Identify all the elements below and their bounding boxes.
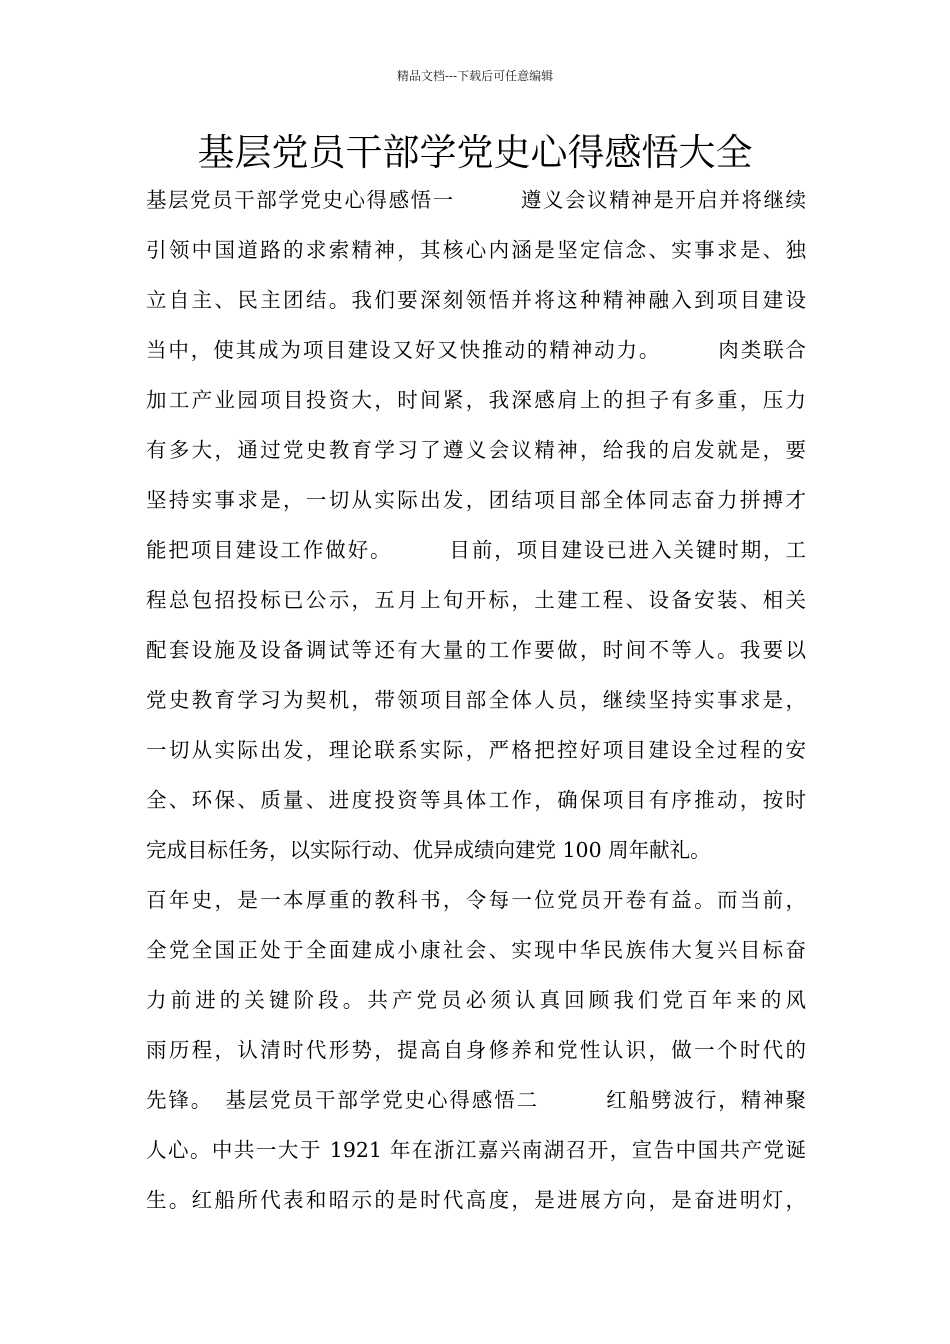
body-line: 能把项目建设工作做好。 目前，项目建设已进入关键时期，工 xyxy=(146,538,806,562)
body-text xyxy=(146,175,806,1225)
body-line: 配套设施及设备调试等还有大量的工作要做，时间不等人。我要以 xyxy=(146,638,806,662)
body-line: 党史教育学习为契机，带领项目部全体人员，继续坚持实事求是， xyxy=(146,688,806,712)
document-title: 基层党员干部学党史心得感悟大全 xyxy=(197,131,753,174)
body-line: 有多大，通过党史教育学习了遵义会议精神，给我的启发就是，要 xyxy=(146,438,806,462)
body-line: 当中，使其成为项目建设又好又快推动的精神动力。 肉类联合 xyxy=(146,338,806,362)
body-line: 全党全国正处于全面建成小康社会、实现中华民族伟大复兴目标奋 xyxy=(146,938,806,962)
body-line: 坚持实事求是，一切从实际出发，团结项目部全体同志奋力拼搏才 xyxy=(146,488,806,512)
body-line: 基层党员干部学党史心得感悟一 遵义会议精神是开启并将继续 xyxy=(146,188,806,212)
body-line: 立自主、民主团结。我们要深刻领悟并将这种精神融入到项目建设 xyxy=(146,288,806,312)
body-line: 完成目标任务，以实际行动、优异成绩向建党 100 周年献礼。 xyxy=(146,838,711,862)
body-line: 生。红船所代表和昭示的是时代高度，是进展方向，是奋进明灯， xyxy=(146,1188,806,1212)
body-line: 一切从实际出发，理论联系实际，严格把控好项目建设全过程的安 xyxy=(146,738,806,762)
body-line: 先锋。 基层党员干部学党史心得感悟二 红船劈波行，精神聚 xyxy=(146,1088,806,1112)
body-line: 人心。中共一大于 1921 年在浙江嘉兴南湖召开，宣告中国共产党诞 xyxy=(146,1138,806,1162)
body-line: 程总包招投标已公示，五月上旬开标，土建工程、设备安装、相关 xyxy=(146,588,806,612)
body-line: 力前进的关键阶段。共产党员必须认真回顾我们党百年来的风 xyxy=(146,988,806,1012)
header-note: 精品文档---下载后可任意编辑 xyxy=(396,69,554,83)
body-line: 全、环保、质量、进度投资等具体工作，确保项目有序推动，按时 xyxy=(146,788,806,812)
body-line: 引领中国道路的求索精神，其核心内涵是坚定信念、实事求是、独 xyxy=(146,238,806,262)
body-line: 加工产业园项目投资大，时间紧，我深感肩上的担子有多重，压力 xyxy=(146,388,806,412)
body-line: 百年史，是一本厚重的教科书，令每一位党员开卷有益。而当前， xyxy=(146,888,806,912)
body-line: 雨历程，认清时代形势，提高自身修养和党性认识，做一个时代的 xyxy=(146,1038,806,1062)
